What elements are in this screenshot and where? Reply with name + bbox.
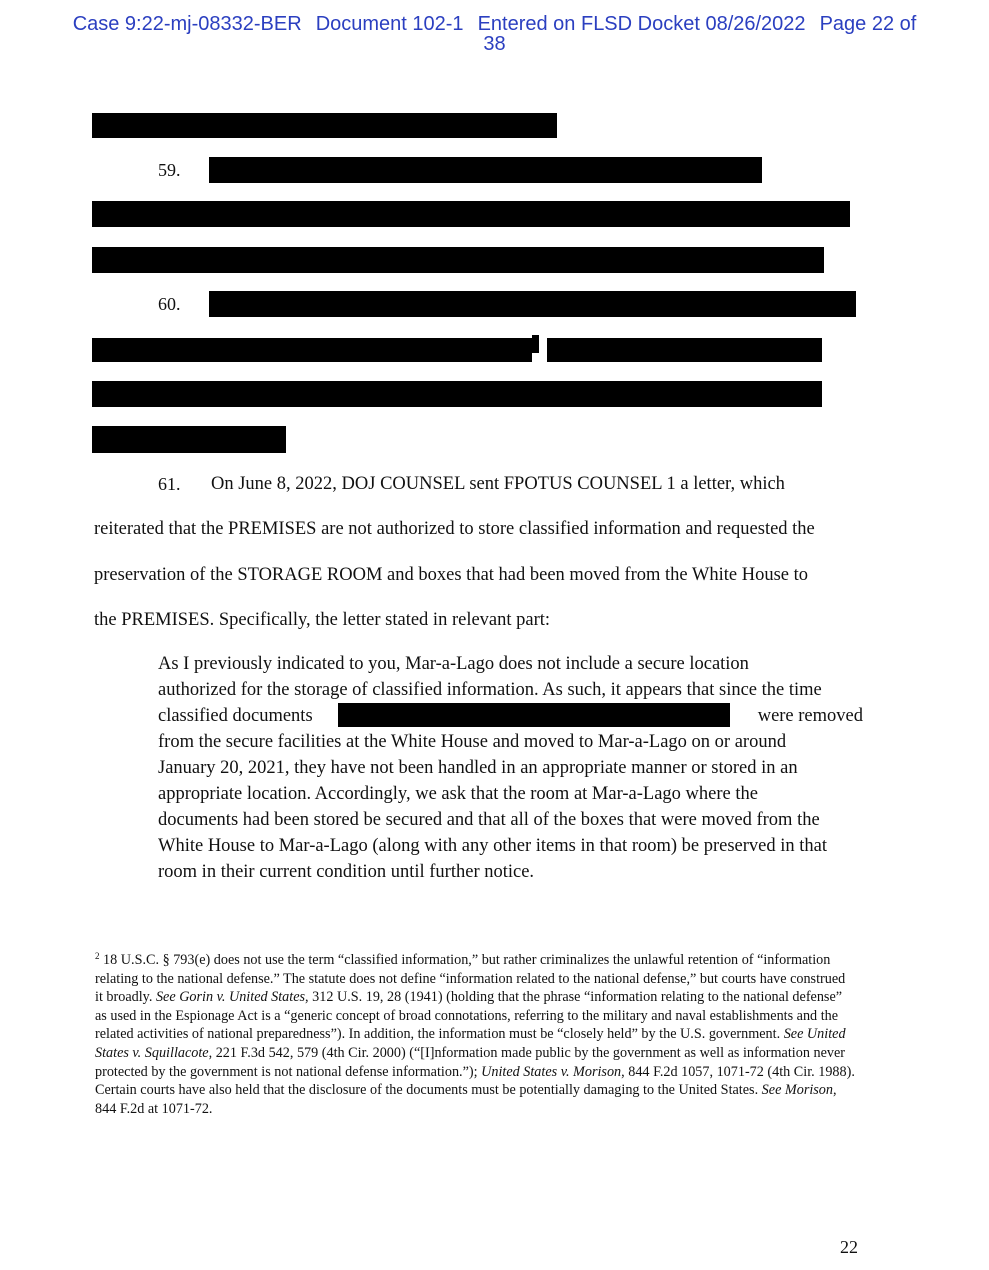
redaction-block [209, 157, 762, 183]
redaction-block [92, 113, 557, 138]
body-text-line: preservation of the STORAGE ROOM and boxes that had been moved from the White House to [94, 565, 808, 585]
body-text-line: reiterated that the PREMISES are not authorized to store classified information and requested the [94, 519, 815, 539]
page-number: 22 [840, 1237, 858, 1257]
body-text-line: the PREMISES. Specifically, the letter stated in relevant part: [94, 610, 551, 630]
paragraph-number: 61. [158, 474, 181, 494]
header-line-1 [0, 14, 989, 34]
case-citation: United States v. Morison [481, 1063, 622, 1080]
footnote-text: , 844 F.2d at 1071-72. [95, 1082, 837, 1117]
quote-line: authorized for the storage of classified information. As such, it appears that since the time [158, 680, 822, 700]
redaction-block [92, 201, 850, 227]
footnote-text: , 221 F.3d 542, 579 (4th Cir. 2000) (“[I]nformation made public by the government as well as information never protected by the government is not national defense information.”); [95, 1044, 845, 1080]
quote-line: appropriate location. Accordingly, we ask that the room at Mar-a-Lago where the [158, 784, 758, 804]
quote-text: classified documents [158, 706, 313, 726]
paragraph-number: 60. [158, 294, 181, 314]
quote-line: White House to Mar-a-Lago (along with any other items in that room) be preserved in that [158, 836, 828, 856]
case-number: Case 9:22-mj-08332-BER [72, 13, 302, 35]
redaction-block [547, 338, 822, 362]
body-text-line: On June 8, 2022, DOJ COUNSEL sent FPOTUS COUNSEL 1 a letter, which [211, 474, 785, 494]
document-number: Document 102-1 [315, 13, 464, 35]
quote-line: from the secure facilities at the White House and moved to Mar-a-Lago on or around [158, 732, 787, 752]
court-filing-header [0, 14, 989, 54]
page-count-label: Page 22 of [819, 13, 917, 35]
quote-line: documents had been stored be secured and that all of the boxes that were moved from the [158, 810, 820, 830]
case-citation: See United States v. Squillacote [95, 1026, 846, 1061]
redaction-block [92, 381, 822, 407]
page-total: 38 [483, 33, 506, 55]
redaction-block [92, 247, 824, 273]
redaction-block [532, 335, 539, 353]
footnote-marker: 2 [95, 951, 100, 961]
case-citation: See Morison [761, 1082, 833, 1099]
redaction-block [92, 426, 286, 453]
quote-line [158, 703, 863, 729]
quote-line: room in their current condition until further notice. [158, 862, 535, 882]
footnote [95, 947, 855, 1118]
block-quote [158, 651, 863, 885]
docket-entry: Entered on FLSD Docket 08/26/2022 [477, 13, 806, 35]
footnote-text: , 844 F.2d 1057, 1071-72 (4th Cir. 1988). Certain courts have also held that the disclosure of the documents must be potentially damaging to the United States. [95, 1063, 855, 1099]
quote-line: January 20, 2021, they have not been handled in an appropriate manner or stored in an [158, 758, 798, 778]
footnote-text: 18 U.S.C. § 793(e) does not use the term “classified information,” but rather criminalizes the unlawful retention of “information relating to the national defense.” The statute does not define “information related to the national defense,” but courts have construed it broadly. [95, 952, 846, 1006]
redaction-block [92, 338, 532, 362]
quote-line: As I previously indicated to you, Mar-a-Lago does not include a secure location [158, 654, 749, 674]
case-citation: See Gorin v. United States [155, 989, 306, 1006]
redaction-block [209, 291, 856, 317]
paragraph-number: 59. [158, 160, 181, 180]
footnote-text: , 312 U.S. 19, 28 (1941) (holding that the phrase “information relating to the national defense” as used in the Espionage Act is a “generic concept of broad connotations, referring to the military and naval establishments and the related activities of national preparedness”). In addition, the information must be “closely held” by the U.S. government. [95, 989, 843, 1043]
inline-redaction [338, 703, 730, 727]
quote-text: were removed [757, 706, 863, 726]
